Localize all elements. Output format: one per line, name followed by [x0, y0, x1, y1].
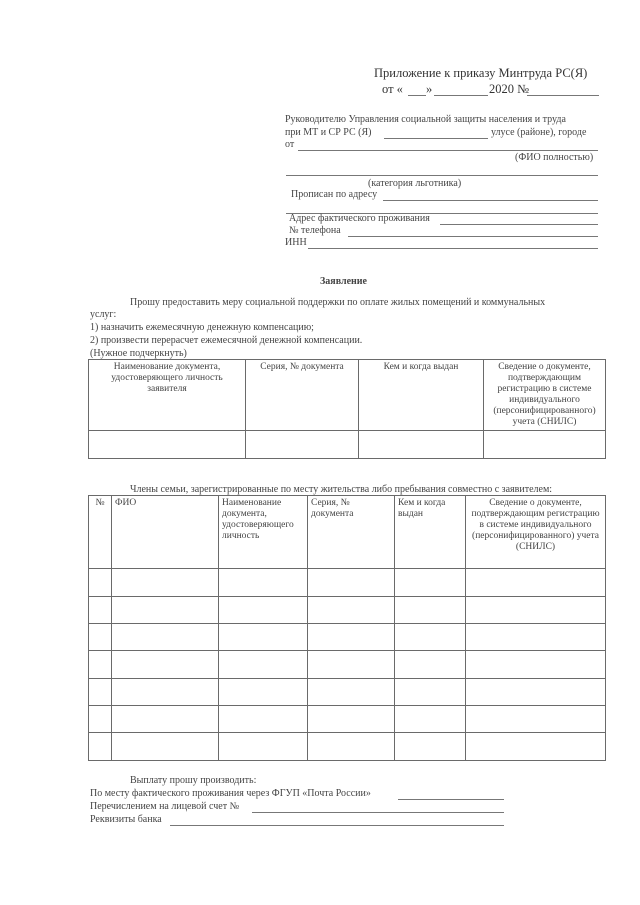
table-row [89, 624, 606, 651]
actual-address-label: Адрес фактического проживания [289, 213, 430, 224]
appendix-title: Приложение к приказу Минтруда РС(Я) [374, 66, 588, 80]
table-row [89, 597, 606, 624]
phone-line[interactable] [348, 236, 598, 237]
header-issued-by: Кем и когда выдан [359, 360, 484, 431]
category-line[interactable] [286, 175, 598, 176]
table-row [89, 733, 606, 761]
header-fio: ФИО [112, 496, 219, 569]
from-line[interactable] [298, 150, 598, 151]
from-label: от [285, 139, 295, 150]
order-number-line[interactable] [527, 95, 599, 96]
header-snils: Сведение о документе, подтверждающим регистрацию в системе индивидуального (персонифицированного) учета (СНИЛС) [466, 496, 606, 569]
header-identity-document: Наименование документа, удостоверяющего личность [219, 496, 308, 569]
family-members-table [88, 495, 606, 761]
payment-option-post[interactable]: По месту фактического проживания через ФГУП «Почта России» [90, 788, 371, 799]
payment-intro: Выплату прошу производить: [130, 775, 257, 786]
statement-intro-line1: Прошу предоставить меру социальной поддержки по оплате жилых помещений и коммунальных [130, 297, 546, 308]
table-row [89, 679, 606, 706]
cell-issued-by[interactable] [359, 431, 484, 459]
phone-label: № телефона [289, 225, 341, 236]
date-day-line[interactable] [408, 95, 426, 96]
registered-line[interactable] [383, 200, 598, 201]
table-row [89, 569, 606, 597]
bank-details-label: Реквизиты банка [90, 814, 162, 825]
table-row [89, 360, 606, 431]
header-identity-document: Наименование документа, удостоверяющего личность заявителя [89, 360, 246, 431]
addressee-line2-prefix: при МТ и СР РС (Я) [285, 127, 372, 138]
statement-option2[interactable]: 2) произвести перерасчет ежемесячной денежной компенсации. [90, 335, 363, 346]
header-series-number: Серия, № документа [308, 496, 395, 569]
addressee-line2-suffix: улусе (районе), городе [491, 127, 587, 138]
fio-hint: (ФИО полностью) [515, 152, 594, 163]
date-year: 2020 № [489, 82, 530, 96]
header-issued-by: Кем и когда выдан [395, 496, 466, 569]
table-row [89, 706, 606, 733]
cell-series-number[interactable] [246, 431, 359, 459]
header-snils: Сведение о документе, подтверждающим регистрацию в системе индивидуального (персонифицированного) учета (СНИЛС) [484, 360, 606, 431]
date-mid: » [426, 82, 433, 96]
applicant-document-table [88, 359, 606, 459]
bank-details-line[interactable] [170, 825, 504, 826]
cell-identity-document[interactable] [89, 431, 246, 459]
family-intro: Члены семьи, зарегистрированные по месту жительства либо пребывания совместно с заявителем: [130, 484, 553, 495]
addressee-line1: Руководителю Управления социальной защиты населения и труда [285, 114, 566, 125]
district-line[interactable] [384, 138, 488, 139]
table-row [89, 431, 606, 459]
date-month-line[interactable] [434, 95, 488, 96]
inn-label: ИНН [285, 237, 307, 248]
table-row [89, 651, 606, 679]
payment-post-line[interactable] [398, 799, 504, 800]
account-number-line[interactable] [252, 812, 504, 813]
cell-snils[interactable] [484, 431, 606, 459]
statement-title: Заявление [320, 276, 367, 287]
table-row [89, 496, 606, 569]
inn-line[interactable] [308, 248, 598, 249]
statement-intro-line2: услуг: [90, 309, 117, 320]
statement-note: (Нужное подчеркнуть) [90, 348, 187, 359]
date-prefix: от « [382, 82, 403, 96]
actual-address-line[interactable] [440, 224, 598, 225]
header-series-number: Серия, № документа [246, 360, 359, 431]
payment-option-account[interactable]: Перечислением на лицевой счет № [90, 801, 240, 812]
header-number: № [89, 496, 112, 569]
statement-option1[interactable]: 1) назначить ежемесячную денежную компенсацию; [90, 322, 314, 333]
registered-label: Прописан по адресу [291, 189, 378, 200]
category-hint: (категория льготника) [368, 178, 462, 189]
